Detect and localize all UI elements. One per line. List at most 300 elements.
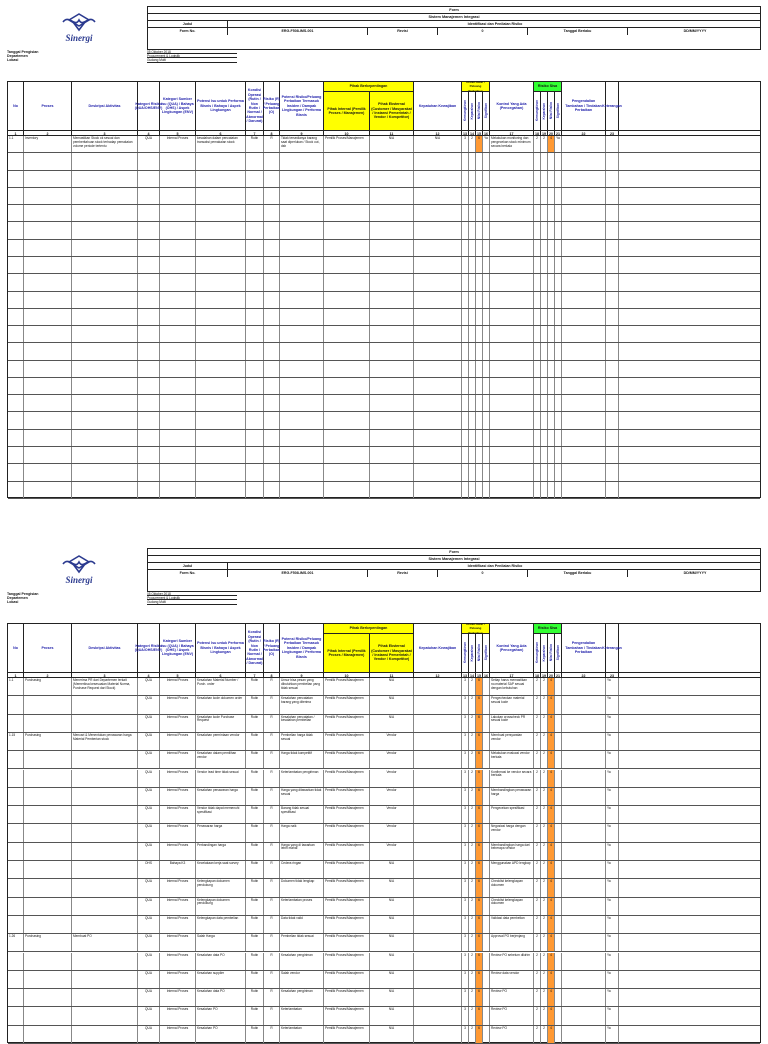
cell-n: 6 <box>476 953 483 970</box>
cell-eksternal: Vendor <box>370 770 414 787</box>
cell-no <box>8 916 24 933</box>
cell-p: 2 <box>469 989 476 1006</box>
empty-cell <box>548 153 555 169</box>
empty-cell <box>280 188 324 204</box>
header-awal-kemungkinan <box>462 92 469 130</box>
cell-kategori: QUA <box>138 934 160 951</box>
empty-cell <box>555 430 562 446</box>
table-row <box>8 953 760 971</box>
empty-cell <box>196 430 246 446</box>
cell-kategori: QUA <box>138 989 160 1006</box>
cell-p2: 2 <box>541 678 548 695</box>
empty-cell <box>476 292 483 308</box>
header-risiko-sisa: Risiko Sisa <box>534 624 562 634</box>
empty-cell <box>534 343 541 359</box>
cell-tambahan <box>562 898 606 915</box>
empty-cell <box>280 257 324 273</box>
empty-cell <box>138 171 160 187</box>
cell-n: 6 <box>476 934 483 951</box>
cell-kondisi: Rutin <box>246 916 264 933</box>
cell-potensi: Kesalahan penawaran harga <box>196 788 246 805</box>
cell-ket: Ya <box>606 861 619 878</box>
cell-no <box>8 770 24 787</box>
empty-cell <box>160 378 196 394</box>
cell-rp: R <box>264 861 280 878</box>
cell-tambahan <box>562 861 606 878</box>
empty-cell <box>462 205 469 221</box>
empty-cell <box>72 257 138 273</box>
cell-k2: 2 <box>534 696 541 713</box>
empty-cell <box>541 222 548 238</box>
column-number: 21 <box>556 132 560 136</box>
cell-potensi: Kesalahan PO <box>196 1007 246 1024</box>
empty-cell <box>483 447 490 463</box>
empty-cell <box>264 309 280 325</box>
header-pengendalian: Pengendalian Tambahan / Tindakan Perbaikan <box>562 624 606 672</box>
empty-cell <box>534 482 541 498</box>
header-rp: Risiko (R) / Peluang Perbaikan (O) <box>264 82 280 130</box>
empty-cell <box>72 482 138 498</box>
table-row <box>8 412 760 429</box>
empty-cell <box>462 378 469 394</box>
cell-k: 3 <box>462 879 469 896</box>
cell-s: Ya <box>483 136 490 152</box>
cell-dampak: Kesalahan pencatatan barang yang diterima <box>280 696 324 713</box>
empty-cell <box>280 343 324 359</box>
empty-cell <box>8 274 24 290</box>
cell-p2: 2 <box>541 989 548 1006</box>
empty-cell <box>490 361 534 377</box>
meta-value-departemen: Procurement & Logistik <box>147 54 237 58</box>
cell-s2 <box>555 861 562 878</box>
empty-cell <box>483 222 490 238</box>
cell-kategori: OHS <box>138 861 160 878</box>
empty-cell <box>490 412 534 428</box>
header-kondisi: Kondisi Operasi (Rutin / Non Rutin / Normal / Abnormal / Darurat) <box>246 82 264 130</box>
empty-cell <box>138 205 160 221</box>
cell-sumber: Bahaya K3 <box>160 861 196 878</box>
empty-cell <box>72 240 138 256</box>
table-row <box>8 898 760 916</box>
empty-cell <box>490 464 534 480</box>
cell-n2: 4 <box>548 898 555 915</box>
cell-n2: 4 <box>548 879 555 896</box>
cell-eksternal: Vendor <box>370 788 414 805</box>
cell-internal: Pemilik Proses/Manajemen <box>324 1026 370 1043</box>
empty-cell <box>370 447 414 463</box>
meta-label-departemen: Departemen <box>7 54 28 59</box>
cell-s <box>483 770 490 787</box>
cell-ket: Ya <box>606 1026 619 1043</box>
cell-rp: R <box>264 696 280 713</box>
cell-n: 6 <box>476 733 483 750</box>
empty-cell <box>483 378 490 394</box>
empty-cell <box>24 464 72 480</box>
cell-kondisi: Rutin <box>246 989 264 1006</box>
empty-cell <box>324 257 370 273</box>
header-kategori: Kategori Risiko (QUA/OHS/ENV) <box>138 82 160 130</box>
empty-cell <box>562 395 606 411</box>
cell-p: 2 <box>469 916 476 933</box>
cell-proses <box>24 879 72 896</box>
cell-tambahan <box>562 971 606 988</box>
cell-regulasi <box>414 788 462 805</box>
empty-cell <box>138 378 160 394</box>
cell-n2: 4 <box>548 824 555 841</box>
empty-cell <box>160 274 196 290</box>
cell-p: 2 <box>469 806 476 823</box>
form-no-row <box>148 28 760 35</box>
cell-potensi: kesalahan dalam pencatatan transaksi pemakaian stock <box>196 136 246 152</box>
column-number: 12 <box>414 131 462 135</box>
empty-cell <box>280 412 324 428</box>
cell-eksternal: N/A <box>370 898 414 915</box>
empty-cell <box>280 395 324 411</box>
empty-cell <box>246 378 264 394</box>
header-risiko-sisa: Risiko Sisa <box>534 82 562 92</box>
empty-cell <box>548 430 555 446</box>
empty-cell <box>562 171 606 187</box>
empty-cell <box>8 395 24 411</box>
empty-cell <box>246 395 264 411</box>
empty-cell <box>483 171 490 187</box>
cell-k2: 2 <box>534 733 541 750</box>
empty-cell <box>264 222 280 238</box>
column-number: 20 <box>549 132 553 136</box>
empty-cell <box>72 430 138 446</box>
column-number: 16 <box>484 132 488 136</box>
cell-kondisi: Rutin <box>246 770 264 787</box>
empty-cell <box>476 430 483 446</box>
empty-cell <box>414 205 462 221</box>
form-label: Form <box>148 549 760 556</box>
header-keterangan: Keterangan <box>606 82 619 130</box>
cell-kontrol: Review PO <box>490 1007 534 1024</box>
empty-cell <box>8 430 24 446</box>
column-number: 8 <box>264 673 280 677</box>
cell-proses: Purchasing <box>24 678 72 695</box>
empty-cell <box>534 309 541 325</box>
empty-cell <box>541 309 548 325</box>
empty-cell <box>414 464 462 480</box>
cell-p2: 2 <box>541 715 548 732</box>
cell-kontrol: Review PO <box>490 1026 534 1043</box>
empty-cell <box>548 361 555 377</box>
cell-dampak: Kesalahan pencatatan / kesalahan pembelian <box>280 715 324 732</box>
empty-cell <box>548 326 555 342</box>
cell-deskripsi <box>72 861 138 878</box>
cell-s <box>483 788 490 805</box>
cell-sumber: Internal Proses <box>160 715 196 732</box>
cell-potensi: Kesalahan supplier <box>196 971 246 988</box>
cell-dampak: Keterlambatan proses <box>280 898 324 915</box>
cell-kontrol: Review PO sebelum dikirim <box>490 953 534 970</box>
empty-cell <box>562 482 606 498</box>
cell-regulasi <box>414 696 462 713</box>
cell-s2 <box>555 953 562 970</box>
cell-n: 6 <box>476 715 483 732</box>
empty-cell <box>490 188 534 204</box>
empty-cell <box>8 412 24 428</box>
empty-cell <box>72 378 138 394</box>
cell-kontrol: Pengecekan spesifikasi <box>490 806 534 823</box>
empty-cell <box>138 188 160 204</box>
empty-cell <box>555 222 562 238</box>
empty-cell <box>548 171 555 187</box>
empty-cell <box>414 274 462 290</box>
cell-p2: 2 <box>541 898 548 915</box>
header-pengendalian: Pengendalian Tambahan / Tindakan Perbaikan <box>562 82 606 130</box>
cell-rp: R <box>264 733 280 750</box>
empty-cell <box>24 205 72 221</box>
table-row <box>8 843 760 861</box>
empty-cell <box>476 412 483 428</box>
table-row <box>8 806 760 824</box>
cell-deskripsi: Memastikan Stock ok sesuai dan pemberitahuan stock terhadap pemakaian volume periode tertentu <box>72 136 138 152</box>
cell-n: 6 <box>476 696 483 713</box>
cell-tambahan <box>562 696 606 713</box>
cell-rp: R <box>264 898 280 915</box>
cell-s2 <box>555 898 562 915</box>
cell-kondisi: Rutin <box>246 136 264 152</box>
empty-cell <box>562 361 606 377</box>
empty-cell <box>72 412 138 428</box>
cell-kategori: QUA <box>138 788 160 805</box>
cell-deskripsi <box>72 806 138 823</box>
cell-dampak: Harga tidak kompetitif <box>280 751 324 768</box>
empty-cell <box>548 447 555 463</box>
empty-cell <box>555 464 562 480</box>
empty-cell <box>483 343 490 359</box>
empty-cell <box>8 482 24 498</box>
cell-deskripsi <box>72 971 138 988</box>
table-row <box>8 188 760 205</box>
cell-tambahan <box>562 715 606 732</box>
cell-proses <box>24 989 72 1006</box>
column-number: 5 <box>160 673 196 677</box>
cell-potensi: Vendor tidak dapat memenuhi spesifikasi <box>196 806 246 823</box>
cell-k2: 2 <box>534 806 541 823</box>
empty-cell <box>534 171 541 187</box>
cell-internal: Pemilik Proses/Manajemen <box>324 971 370 988</box>
empty-cell <box>264 464 280 480</box>
empty-cell <box>264 326 280 342</box>
empty-cell <box>541 171 548 187</box>
cell-kategori: QUA <box>138 898 160 915</box>
cell-kondisi: Rutin <box>246 1007 264 1024</box>
cell-kategori: QUA <box>138 696 160 713</box>
empty-cell <box>160 257 196 273</box>
cell-s2 <box>555 770 562 787</box>
empty-cell <box>469 361 476 377</box>
empty-cell <box>483 430 490 446</box>
cell-kontrol: Menggunakan APD lengkap <box>490 861 534 878</box>
empty-cell <box>280 171 324 187</box>
cell-kontrol: Membandingkan penawaran harga <box>490 788 534 805</box>
meta-value-departemen: Procurement & Logistik <box>147 596 237 600</box>
header-sumber: Kategori Sumber Isu (QUA) / Bahaya (OHS) / Aspek Lingkungan (ENV) <box>160 624 196 672</box>
cell-no: 1.15 <box>8 733 24 750</box>
empty-cell <box>8 205 24 221</box>
empty-cell <box>469 292 476 308</box>
empty-cell <box>324 378 370 394</box>
empty-cell <box>462 361 469 377</box>
empty-cell <box>138 222 160 238</box>
cell-p: 2 <box>469 715 476 732</box>
cell-k: 3 <box>462 971 469 988</box>
header-awal-keparahan <box>469 634 476 672</box>
empty-cell <box>469 153 476 169</box>
header-internal: Pihak Internal (Pemilik Proses / Manajemen) <box>324 634 370 672</box>
empty-cell <box>483 361 490 377</box>
header-kategori: Kategori Risiko (QUA/OHS/ENV) <box>138 624 160 672</box>
judul-label: Judul <box>148 563 228 569</box>
empty-cell <box>606 240 619 256</box>
empty-cell <box>72 292 138 308</box>
cell-s <box>483 989 490 1006</box>
cell-no <box>8 843 24 860</box>
empty-cell <box>196 274 246 290</box>
cell-n2: 4 <box>548 861 555 878</box>
cell-p2: 2 <box>541 1007 548 1024</box>
empty-cell <box>548 222 555 238</box>
tanggal-value: DD/MM/YYYY <box>683 571 707 575</box>
cell-potensi: Kelengkapan data pembelian <box>196 916 246 933</box>
tanggal-label: Tanggal Berlaku <box>528 28 628 35</box>
empty-cell <box>469 343 476 359</box>
cell-proses <box>24 806 72 823</box>
empty-cell <box>264 412 280 428</box>
table-row <box>8 464 760 481</box>
column-number: 17 <box>490 131 534 135</box>
cell-s <box>483 934 490 951</box>
cell-k: 3 <box>462 1007 469 1024</box>
cell-kategori: QUA <box>138 678 160 695</box>
cell-k2: 2 <box>534 879 541 896</box>
empty-cell <box>490 205 534 221</box>
cell-regulasi <box>414 733 462 750</box>
empty-cell <box>196 205 246 221</box>
cell-sumber: Internal Proses <box>160 843 196 860</box>
empty-cell <box>246 274 264 290</box>
empty-cell <box>160 412 196 428</box>
empty-cell <box>606 464 619 480</box>
column-number: 9 <box>280 131 324 135</box>
cell-regulasi <box>414 934 462 951</box>
empty-cell <box>462 430 469 446</box>
empty-cell <box>483 153 490 169</box>
empty-cell <box>534 361 541 377</box>
cell-k: 3 <box>462 898 469 915</box>
cell-proses <box>24 751 72 768</box>
cell-sumber: Internal Proses <box>160 879 196 896</box>
empty-cell <box>264 430 280 446</box>
form-no-label: Form No. <box>148 28 228 35</box>
empty-cell <box>414 309 462 325</box>
empty-cell <box>414 153 462 169</box>
empty-cell <box>280 222 324 238</box>
cell-regulasi <box>414 678 462 695</box>
cell-n: 6 <box>476 843 483 860</box>
empty-cell <box>324 205 370 221</box>
column-number: 14 <box>470 674 474 678</box>
cell-s <box>483 751 490 768</box>
cell-k2: 2 <box>534 861 541 878</box>
empty-cell <box>72 395 138 411</box>
empty-cell <box>476 274 483 290</box>
empty-cell <box>8 309 24 325</box>
empty-cell <box>414 326 462 342</box>
cell-n2: 4 <box>548 934 555 951</box>
cell-internal: Pemilik Proses/Manajemen <box>324 136 370 152</box>
cell-eksternal: N/A <box>370 696 414 713</box>
column-number: 23 <box>606 673 619 677</box>
cell-ket: Ya <box>606 696 619 713</box>
empty-cell <box>414 171 462 187</box>
empty-cell <box>264 274 280 290</box>
meta-value-lokasi: Gudang Multi <box>147 600 237 604</box>
cell-k2: 2 <box>534 916 541 933</box>
cell-s2 <box>555 843 562 860</box>
cell-eksternal: N/A <box>370 953 414 970</box>
empty-cell <box>541 378 548 394</box>
empty-cell <box>414 412 462 428</box>
empty-cell <box>548 274 555 290</box>
judul-value: Identifikasi dan Penilaian Risiko <box>467 564 523 568</box>
empty-cell <box>548 378 555 394</box>
empty-cell <box>483 257 490 273</box>
table-header-2 <box>8 621 760 672</box>
cell-internal: Pemilik Proses/Manajemen <box>324 696 370 713</box>
cell-sumber: Internal Proses <box>160 898 196 915</box>
empty-cell <box>370 309 414 325</box>
empty-cell <box>606 205 619 221</box>
empty-cell <box>324 343 370 359</box>
cell-regulasi <box>414 1026 462 1043</box>
cell-ket: Ya <box>606 806 619 823</box>
cell-kontrol: Approval PO berjenjang <box>490 934 534 951</box>
cell-n2: 4 <box>548 1026 555 1043</box>
empty-cell <box>246 153 264 169</box>
empty-cell <box>548 188 555 204</box>
cell-p: 2 <box>469 788 476 805</box>
cell-potensi: Kesalahan dalam pemilihan vendor <box>196 751 246 768</box>
empty-cell <box>264 343 280 359</box>
cell-n: 6 <box>476 788 483 805</box>
empty-cell <box>72 274 138 290</box>
cell-proses <box>24 1026 72 1043</box>
header-sisa-signifikan <box>555 634 562 672</box>
cell-p: 2 <box>469 879 476 896</box>
table-header-1 <box>8 79 760 130</box>
cell-s2 <box>555 989 562 1006</box>
empty-cell <box>196 240 246 256</box>
empty-cell <box>8 188 24 204</box>
empty-cell <box>606 430 619 446</box>
cell-kondisi: Rutin <box>246 678 264 695</box>
header-awal-signifikan-label: Signifikan <box>483 103 488 119</box>
cell-s2 <box>555 788 562 805</box>
cell-k: 3 <box>462 751 469 768</box>
empty-cell <box>414 188 462 204</box>
empty-cell <box>476 361 483 377</box>
header-awal-kemungkinan-label: Kemungkinan <box>462 100 467 122</box>
header-pihak: Pihak Berkepentingan <box>324 82 414 92</box>
empty-cell <box>534 378 541 394</box>
table-row <box>8 378 760 395</box>
empty-cell <box>324 395 370 411</box>
header-awal-signifikan <box>483 92 490 130</box>
